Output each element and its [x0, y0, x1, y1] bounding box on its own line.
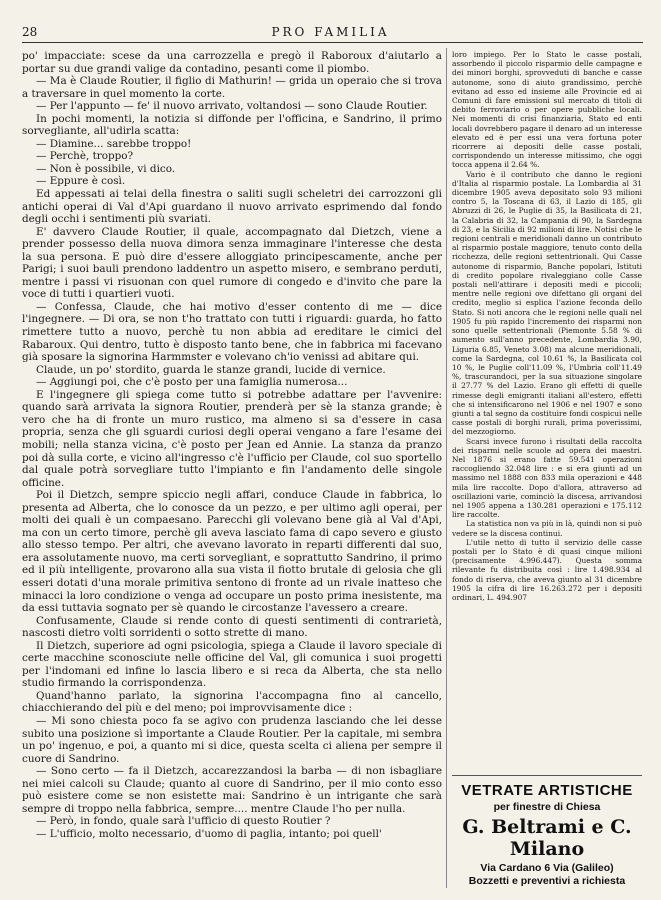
paragraph: — Diamine... sarebbe troppo! — [36, 137, 192, 150]
advertisement — [452, 775, 642, 888]
advert-company: G. Beltrami e C. Milano — [462, 816, 632, 860]
paragraph: Ed appessati ai telai della finestra o saliti sugli scheletri dei carrozzoni gli antichi operai di Val d'Api guardano il nuovo arrivato esprimendo dal fondo degli occhi i sentimenti più svariati. — [22, 188, 442, 226]
paragraph: Il Dietzch, superiore ad ogni psicologia, spiega a Claude il lavoro speciale di certe macchine sconosciute nelle officine del Val, gli comunica i suoi progetti per l'indomani ed infine lo lascia libero e si reca da Alberta, che sta nello studio firmando la corrispondenza. — [22, 639, 442, 690]
paragraph: Quand'hanno parlato, la signorina l'accompagna fino al cancello, chiacchierando del più e del meno; poi improvvisamente dice : — [22, 689, 442, 715]
advert-offer: Bozzetti e preventivi a richiesta — [468, 875, 626, 887]
paragraph: E l'ingegnere gli spiega come tutto si potrebbe adattare per l'avvenire: quando sarà arrivata la signora Routier, prenderà per sè la stanza grande; è vero che ha di fronte un muro rustico, ma almeno si sa d'essere in casa propria, senza che gli sguardi curiosi degli operai vengano a fare l'esame dei mobili; nella stanza vicina, c'è posto per Jean ed Annie. La stanza da pranzo poi dà sulla corte, e vicino all'ingresso c'è l'ufficio per Claude, col suo sportello dal quale potrà sorvegliare tutto l'impianto e fin l'andamento delle singole officine. — [22, 388, 442, 489]
page-number: 28 — [22, 25, 38, 39]
paragraph: — L'ufficio, molto necessario, d'uomo di paglia, intanto; poi quell' — [36, 827, 382, 840]
right-column — [452, 50, 642, 740]
paragraph: — Eppure è così. — [36, 175, 126, 188]
advert-address: Via Cardano 6 Via (Galileo) — [480, 862, 614, 874]
paragraph: Claude, un po' stordito, guarda le stanze grandi, lucide di vernice. — [36, 363, 386, 376]
paragraph: po' impacciate: scese da una carrozzella e pregò il Raboroux d'aiutarlo a portar su due grandi valige da contadino, pesanti come il piombo. — [22, 50, 442, 75]
paragraph: — Perchè, troppo? — [36, 150, 134, 163]
paragraph: — Ma è Claude Routier, il figlio di Mathurin! — grida un operaio che si trova a traversare in quel momento la corte. — [22, 75, 442, 100]
paragraph: — Non è possibile, vi dico. — [36, 162, 176, 175]
running-title: PRO FAMILIA — [271, 25, 390, 39]
paragraph: Scarsi invece furono i risultati della raccolta dei risparmi nelle scuole ad opera dei maestri. Nel 1876 si erano fatte 59.541 operazioni raccogliendo 32.048 lire : e si era giunti ad un massimo nel 1888 con 833 mila operazioni e 448 mila lire raccolte. Dopo d'allora, attraverso ad oscillazioni varie, cominciò la discesa, arrivandosi nel 1905 appena a 130.281 operazioni e 175.112 lire raccolte. — [452, 436, 642, 520]
paragraph: — Aggiungi poi, che c'è posto per una famiglia numerosa... — [36, 376, 348, 389]
paragraph: L'utile netto di tutto il servizio delle casse postali per lo Stato è di quasi cinque milioni (precisamente 4.996.447). Questa somma rilevante fu distribuita così : lire 1.498.934 al fondo di riserva, che aveva giunto al 31 dicembre 1905 la cifra di lire 16.263.272 per i depositi ordinari, L. 494.907 — [452, 537, 642, 602]
paragraph: Confusamente, Claude si rende conto di questi sentimenti di contrarietà, nascosti dietro volti sorridenti o sotto strette di mano. — [22, 614, 442, 640]
column-divider — [446, 48, 447, 888]
paragraph: — Sono certo — fa il Dietzch, accarezzandosi la barba — di non isbagliare nei miei calcoli su Claude; quanto al cuore di Sandrino, per il mio conto esso può esistere come se non esistette mai: Sandrino è un intrigante che sarà sempre di troppo nella fabbrica, sempre.... mentre Claude l'ho per nulla. — [22, 765, 442, 815]
advert-title: VETRATE ARTISTICHE — [461, 782, 633, 799]
header-rule — [22, 42, 643, 43]
paragraph: — Però, in fondo, quale sarà l'ufficio di questo Routier ? — [36, 815, 331, 828]
paragraph: E' davvero Claude Routier, il quale, accompagnato dal Dietzch, viene a prender possesso della nuova dimora senza immaginare l'interesse che desta la sua persona. E può dire d'essere alloggiato principescamente, anche per Parigi; i suoi bauli prendono laddentro un aspetto misero, e sembrano perduti, mentre i passi vi risuonan con quel rumore di congedo e d'invito che pare la voce di tutti i quartieri vuoti. — [22, 225, 442, 301]
paragraph: Poi il Dietzch, sempre spiccio negli affari, conduce Claude in fabbrica, lo presenta ad Alberta, che lo conosce da un pezzo, e per ultimo agli operai, per molti dei quali è un compaesano. Parecchi gli volevano bene già al Val d'Api, ma con un certo timore, perchè gli aveva lasciato fama di capo severo e giusto allo stesso tempo. Per altri, che avevano lavorato in reparti differenti dal suo, era assolutamente nuovo, ma certi sorvegliant, e soprattutto Sandrino, il primo ed il più intelligente, provarono alla sua vista il fiotto brutale di gelosia che gli esseri dotati d'una morale primitiva sentono di fronte ad un rivale inatteso che minacci la loro condizione o venga ad occupare un posto prima inesistente, ma da essi tuttavia sognato per sè quando le circostanze l'avessero a creare. — [22, 489, 442, 615]
paragraph: Vario è il contributo che danno le regioni d'Italia al risparmio postale. La Lombardia al 31 dicembre 1905 aveva depositato solo 93 milioni contro 5, la Toscana di 63, il Lazio di 185, gli Abruzzi di 26, le Puglie di 35, la Basilicata di 21, la Calabria di 32, la Campania di 90, la Sardegna di 23, e la Sicilia di 92 milioni di lire. Notisi che le regioni centrali e meridionali danno un contributo al risparmio postale maggiore, tenuto conto della ricchezza, delle regioni settentrionali. Qui Casse autonome di risparmio, Banche popolari, Istituti di credito popolare rivaleggiano colle Casse postali nell'attirare i depositi medi e piccoli; mentre nelle regioni ove difettano gli organi del credito, meglio si esplica l'azione feconda dello Stato. Si noti ancora che le regioni nelle quali nel 1905 fu più rapido l'incremento dei risparmi non sono quelle settentrionali (Piemonte 5.58 % di aumento sull'anno precedente, Lombardia 3.90, Liguria 6.85, Veneto 3.08) ma alcune meridionali, come la Sardegna, col 10.61 %, la Basilicata col 10 %, le Puglie coll'11.09 %, l'Umbria coll'11.49 %, trascurandoci, per la sua situazione singolare il 27.77 % del Lazio. Erano gli effetti di quelle rimesse degli emigranti italiani all'estero, effetti che si intensificarono nel 1906 e nel 1907 e sono giunti a tal segno da costituire fondi cospicui nelle casse postali di borghi rurali, prima poverissimi, del mezzogiorno. — [452, 169, 642, 437]
paragraph: — Per l'appunto — fe' il nuovo arrivato, voltandosi — sono Claude Routier. — [36, 100, 428, 113]
paragraph: La statistica non va più in là, quindi non si può vedere se la discesa continui. — [452, 519, 642, 538]
advert-subtitle: per finestre di Chiesa — [493, 801, 601, 813]
paragraph: — Confessa, Claude, che hai motivo d'esser contento di me — dice l'ingegnere. — Di ora, se non t'ho trattato con tutti i riguardi: guarda, ho fatto rimettere tutto a nuovo, perchè tu non abbia ad ereditare le cimici del Rabaroux. Qui dentro, tutto è disposto tanto bene, che in fabbrica mi facevano già sposare la signorina Harmmster e volevano ch'io venissi ad abitare qui. — [22, 300, 442, 364]
paragraph: loro impiego. Per lo Stato le casse postali, assorbendo il piccolo risparmio delle campagne e dei minori borghi, sprovveduti di banche e casse autonome, sono di aiuto grandissimo, perchè evitano ad esso ed insieme alle Provincie ed ai Comuni di fare emissioni sul mercato di titoli di debito ferroviario o per opere pubbliche locali. Nei momenti di crisi finanziaria, Stato ed enti locali dovrebbero pagare il denaro ad un interesse elevato ed è per essi una vera fortuna poter ricorrere ai depositi delle casse postali, corrispondendo un interesse mitissimo, che oggi tocca appena il 2.64 %. — [452, 50, 642, 170]
paragraph: — Mi sono chiesta poco fa se agivo con prudenza lasciando che lei desse subito una posizione sì importante a Claude Routier. Per la capitale, mi sembra un po' ingenuo, e poi, a quanto mi si dice, questa scelta ci aliena per sempre il cuore di Sandrino. — [22, 714, 442, 765]
paragraph: In pochi momenti, la notizia si diffonde per l'officina, e Sandrino, il primo sorvegliante, all'udirla scatta: — [22, 112, 442, 138]
left-column — [22, 50, 442, 888]
